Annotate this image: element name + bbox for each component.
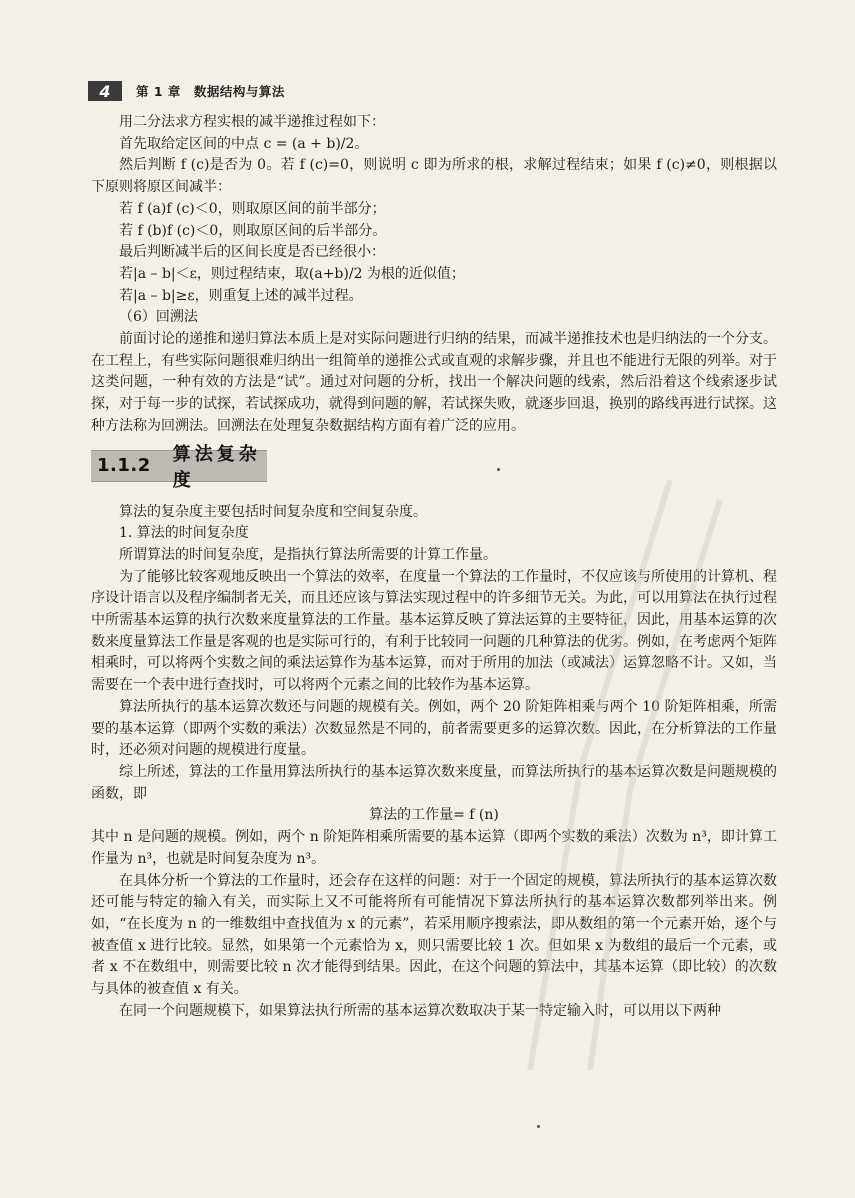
paragraph: 若|a – b|＜ε，则过程结束，取(a+b)/2 为根的近似值； xyxy=(119,265,465,282)
paragraph: 为了能够比较客观地反映出一个算法的效率，在度量一个算法的工作量时，不仅应该与所使用的计算机、程序设计语言以及程序编制者无关，而且还应该与算法实现过程中的许多细节无关。为此，可以用算法在执行过程中所需基本运算的执行次数来度量算法的工作量。基本运算反映了算法运算的主要特征，因此，用基本运算的次数来度量算法工作量是客观的也是实际可行的，有利于比较同一问题的几种算法的优劣。例如，在考虑两个矩阵相乘时，可以将两个实数之间的乘法运算作为基本运算，而对于所用的加法（或减法）运算忽略不计。又如，当需要在一个表中进行查找时，可以将两个元素之间的比较作为基本运算。 xyxy=(91,568,777,694)
page-body xyxy=(91,112,777,1022)
paragraph: 综上所述，算法的工作量用算法所执行的基本运算次数来度量，而算法所执行的基本运算次数是问题规模的函数，即 xyxy=(91,763,777,802)
paragraph: 算法的复杂度主要包括时间复杂度和空间复杂度。 xyxy=(119,503,427,520)
paragraph: 前面讨论的递推和递归算法本质上是对实际问题进行归纳的结果，而减半递推技术也是归纳法的一个分支。在工程上，有些实际问题很难归纳出一组简单的递推公式或直观的求解步骤，并且也不能进行无限的列举。对于这类问题，一种有效的方法是“试”。通过对问题的分析，找出一个解决问题的线索，然后沿着这个线索逐步试探，对于每一步的试探，若试探成功，就得到问题的解，若试探失败，就逐步回退，换别的路线再进行试探。这种方法称为回溯法。回溯法在处理复杂数据结构方面有着广泛的应用。 xyxy=(91,331,777,434)
print-speck xyxy=(537,1125,540,1128)
section-number: 1.1.2 xyxy=(97,455,151,477)
paragraph: 然后判断 f (c)是否为 0。若 f (c)=0，则说明 c 即为所求的根，求解过程结束；如果 f (c)≠0，则根据以下原则将原区间减半： xyxy=(91,157,777,196)
print-speck xyxy=(497,468,500,471)
paragraph: 所谓算法的时间复杂度，是指执行算法所需要的计算工作量。 xyxy=(119,546,497,563)
paragraph: 若 f (a)f (c)＜0，则取原区间的前半部分； xyxy=(119,200,386,217)
section-heading xyxy=(91,443,267,491)
formula-note: 其中 n 是问题的规模。例如，两个 n 阶矩阵相乘所需要的基本运算（即两个实数的乘法）次数为 n³，即计算工作量为 n³，也就是时间复杂度为 n³。 xyxy=(91,829,777,867)
paragraph: 在同一个问题规模下，如果算法执行所需的基本运算次数取决于某一特定输入时，可以用以下两种 xyxy=(119,1002,721,1019)
paragraph: 最后判断减半后的区间长度是否已经很小： xyxy=(119,244,385,261)
paragraph: 首先取给定区间的中点 c = (a + b)/2。 xyxy=(119,135,369,152)
subheading-backtracking: （6）回溯法 xyxy=(119,309,198,326)
paragraph: 若|a – b|≥ε，则重复上述的减半过程。 xyxy=(119,287,363,304)
paragraph: 用二分法求方程实根的减半递推过程如下： xyxy=(119,114,385,130)
paragraph: 在具体分析一个算法的工作量时，还会存在这样的问题：对于一个固定的规模，算法所执行的基本运算次数还可能与特定的输入有关，而实际上又不可能将所有可能情况下算法所执行的基本运算次数都列举出来。例如，“在长度为 n 的一维数组中查找值为 x 的元素”，若采用顺序搜索法，即从数组的第一个元素开始，逐个与被查值 x 进行比较。显然，如果第一个元素恰为 x，则只需要比较 1 次。但如果 x 为数组的最后一个元素，或者 x 不在数组中，则需要比较 n 次才能得到结果。因此，在这个问题的算法中，其基本运算（即比较）的次数与具体的被查值 x 有关。 xyxy=(91,872,777,998)
paragraph: 算法所执行的基本运算次数还与问题的规模有关。例如，两个 20 阶矩阵相乘与两个 10 阶矩阵相乘，所需要的基本运算（即两个实数的乘法）次数显然是不同的，前者需要更多的运算次数。因此，在分析算法的工作量时，还必须对问题的规模进行度量。 xyxy=(91,698,777,759)
subheading-time-complexity: 1. 算法的时间复杂度 xyxy=(119,525,249,542)
formula: 算法的工作量= f (n) xyxy=(369,807,499,824)
page-header xyxy=(88,80,778,102)
page-number-badge: 4 xyxy=(88,81,122,101)
paragraph: 若 f (b)f (c)＜0，则取原区间的后半部分。 xyxy=(119,222,387,239)
section-title: 算法复杂度 xyxy=(172,443,261,491)
chapter-title: 第 1 章 数据结构与算法 xyxy=(136,84,285,99)
